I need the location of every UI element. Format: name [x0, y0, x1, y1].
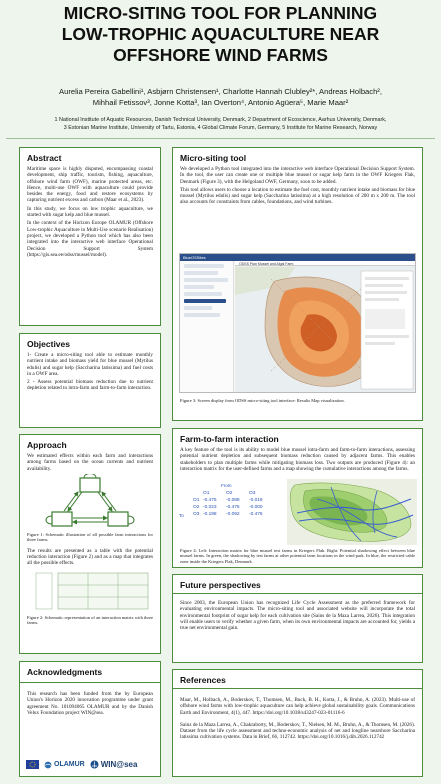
authors-line-2: Mihhail Fetissov³, Jonne Kotta³, Ian Overton⁴, Antonio Agüera⁵, Marie Maar² [92, 98, 349, 107]
winsea-logo-icon [90, 760, 99, 769]
olamur-logo-icon [44, 761, 52, 769]
title-line-1: MICRO-SITING TOOL FOR PLANNING [63, 3, 378, 23]
map-title: ODSS Plan Mussel and Algal Farm [239, 261, 294, 266]
reference-1: Maar, M., Holbach, A., Boderskov, T., Thomsen, M., Buck, B. H., Kotta, J., & Bruhn, A. (2023). Multi-use of offshore wind farms with low-trophic aquaculture can help achieve global sustainability goals. Communications Earth and Environment, 4(1), 447. https://doi.org/10.1038/s43247-023-01116-6 [180, 697, 415, 716]
winsea-logo [90, 760, 138, 769]
objectives-paragraph-1: 1- Create a micro-siting tool able to estimate monthly nutrient intake and biomass yield for blue mussel (Mytilus edulis) and sugar kelp (Saccharina latissima) and fuel costs in a OWF area. [27, 352, 153, 377]
interaction-matrix [179, 483, 275, 545]
matrix-cell: -0.476 [249, 512, 263, 517]
farm-to-farm-paragraph: A key feature of the tool is its ability to model blue mussel intra-farm and farm-to-farm interactions, assessing potential nutrient depletion and subsequent biomass reduction caused by adjacent farms. This enables stakeholders to plan multiple farms while mitigating biomass loss. Two outputs are produced (Figure 4): an interaction matrix for the user-defined farms and a map showing the cumulative interactions among the farms. [180, 447, 415, 472]
tool-sidebar [180, 261, 234, 392]
results-map [235, 261, 415, 392]
matrix-cell: -0.198 [203, 512, 217, 517]
future-paragraph: Since 2003, the European Union has recognized Life Cycle Assessment as the preferred framework for evaluating environmental impacts. The micro-siting tool and associated website will incorporate the total environmental footprint of sugar kelp for each cultivation site (Sains de la Maza Larrea, 2026). This integration will enable users to verify whether a given farm, when its own environmental impacts are accounted for, yields a true net environmental gain. [180, 600, 415, 632]
title-line-2: LOW-TROPHIC AQUACULTURE NEAR [61, 24, 380, 44]
eu-flag-icon [26, 760, 39, 769]
approach-heading: Approach [27, 440, 67, 450]
matrix-to-label: To [179, 513, 184, 518]
map-toolbar [235, 261, 415, 266]
acknowledgments-box [19, 661, 161, 777]
matrix-col-header: O1 [203, 491, 210, 496]
approach-box [19, 434, 161, 654]
objectives-box [19, 333, 161, 428]
farm-to-farm-heading: Farm-to-farm interaction [180, 434, 279, 444]
odss-screenshot [179, 253, 416, 393]
author-list [10, 86, 431, 108]
references-box [172, 669, 423, 777]
figure-1-caption: Figure 1: Schematic illustration of all possible farm interactions for three farms. [27, 531, 153, 543]
future-heading: Future perspectives [180, 580, 261, 590]
matrix-col-header: O3 [249, 491, 256, 496]
references-heading: References [180, 675, 226, 685]
matrix-from-label: From [221, 483, 232, 488]
winsea-logo-text: WIN@sea [100, 760, 138, 769]
title-line-3: OFFSHORE WIND FARMS [113, 45, 328, 65]
micro-siting-heading: Micro-siting tool [180, 153, 247, 163]
logo-row [26, 760, 137, 769]
abstract-paragraph-1: Maritime space is highly disputed, encompassing coastal development, ship traffic, tourism, fishing, aquaculture, offshore wind farm (OWF), marine protected areas, etc. Hence, multi-use OWF with aquaculture could provide besides the energy, food and restore ecosystems by capturing nutrient excess and carbon (Maar et al., 2023). [27, 166, 153, 204]
matrix-cell: -0.092 [226, 512, 240, 517]
matrix-cell: -0.023 [203, 505, 217, 510]
abstract-heading: Abstract [27, 153, 62, 163]
app-bar [180, 254, 415, 261]
reference-2: Sainz de la Maza Larrea, A., Chakraborty, M., Boderskov, T., Nielsen, M. M., Bruhn, A., & Thomsen, M. (2026). Dataset from the life cycle assessment and techno-economic analysis of net and longline nearshore Saccharina latissima cultivation systems. Data in Brief, 66, 112742. https://doi.org/10.1016/j.dib.2026.112742 [180, 721, 415, 741]
shadowing-map [287, 479, 417, 545]
farm-node-2 [52, 512, 72, 526]
matrix-cell: -0.018 [249, 498, 263, 503]
affiliations-line-2: 3 Estonian Marine Institute, University of Tartu, Estonia, 4 Global Climate Forum, Germany, 5 Institute for Marine Research, Norway [63, 125, 378, 131]
farm-node-3 [108, 512, 128, 526]
figure-3-caption: Figure 3: Screen display from ODSS micro-siting tool interface: Results Map visualization. [180, 398, 345, 403]
approach-paragraph-2: The results are presented as a table with the potential reduction interaction (Figure 2) and as a map that integrates all the possible effects. [27, 547, 153, 567]
objectives-paragraph-2: 2 - Assess potential biomass reduction due to nutrient depletion related to intra-farm and farm-to-farm interaction. [27, 379, 153, 392]
acknowledgments-heading: Acknowledgments [27, 667, 103, 677]
matrix-col-header: O2 [226, 491, 233, 496]
map-legend-panel [361, 271, 413, 389]
matrix-row-header: O2 [193, 505, 200, 510]
acknowledgments-paragraph: This research has been funded from the by European Union's Horizon 2020 innovation programme under grant agreement No. 101094065 OLAMUR and by the Danish Velux Foundation project WIN@sea. [27, 691, 153, 716]
micro-siting-paragraph-1: We developed a Python tool integrated into the interactive web interface Operational Decision Support System. In the tool, the user can create one or multiple blue mussel or sugar kelp farm in the OWF Kriegers Flak, Denmark (Figure 3), with the Helgoland OWF, Germany, soon to be added. [180, 166, 415, 185]
figure-2-caption: Figure 2: Schematic representation of an interaction matrix with three farms. [27, 614, 153, 625]
abstract-paragraph-2: In this study, we focus on low trophic aquaculture, we started with sugar kelp and blue mussel. [27, 205, 153, 219]
poster-title [0, 3, 441, 66]
app-name: BlueOSSites [183, 255, 206, 260]
approach-paragraph-1: We estimated effects within each farm and interactions among farms based on the ocean currents and nutrient availability. [27, 453, 153, 472]
abstract-box [19, 147, 161, 326]
objectives-heading: Objectives [27, 339, 70, 349]
figure-4-caption: Figure 4: Left: Interaction matrix for blue mussel test farms in Kriegers Flak. Right: Potential shadowing effect between blue mussel farms. In green, the shadowing by test farms at other potential farm locations in the wind park. In blue, the restricted cable zone inside the Kriegers Flak, Denmark. [180, 548, 415, 564]
farm-interaction-diagram [26, 474, 154, 532]
authors-line-1: Aurelia Pereira Gabellini¹, Asbjørn Christensen¹, Charlotte Hannah Clubley²*, Andreas Holbach², [59, 87, 382, 96]
abstract-paragraph-3: In the context of the Horizon Europe OLAMUR (Offshore Low-trophic Aquaculture in Multi-Use scenario Realisation) project, we developed a Python tool which has also been integrated into the interactive web interface Operational Decision Support System (https://gis.sea.ee/odss/mussel/model). [27, 220, 153, 258]
matrix-cell: -0.475 [226, 505, 240, 510]
matrix-cell: -0.088 [226, 498, 240, 503]
owf-results-map [235, 267, 416, 393]
affiliations-line-1: 1 National Institute of Aquatic Resources, Danish Technical University, Denmark, 2 Department of Ecoscience, Aarhus University, Denmark, [54, 117, 387, 123]
affiliations [6, 116, 435, 132]
future-perspectives-box [172, 574, 423, 663]
matrix-cell: -0.475 [203, 498, 217, 503]
matrix-cell: -0.000 [249, 505, 263, 510]
matrix-grid [193, 491, 272, 517]
matrix-row-header: O1 [193, 498, 200, 503]
micro-siting-paragraph-2: This tool allows users to choose a location to estimate the fuel cost, monthly nutrient intake and biomass for blue mussel (Mytilus edulis) and sugar kelp (Saccharina latissima) at a high resolution of 200 m x 200 m. The tool also accounts for constraints from cables, foundations, and wind turbines. [180, 186, 415, 206]
olamur-logo [44, 761, 85, 769]
interaction-matrix-schematic [28, 569, 152, 615]
header-divider [6, 138, 435, 139]
micro-siting-box [172, 147, 423, 421]
farm-node-1 [80, 478, 100, 492]
matrix-row-header: O3 [193, 512, 200, 517]
farm-to-farm-box [172, 428, 423, 568]
olamur-logo-text: OLAMUR [54, 761, 85, 768]
